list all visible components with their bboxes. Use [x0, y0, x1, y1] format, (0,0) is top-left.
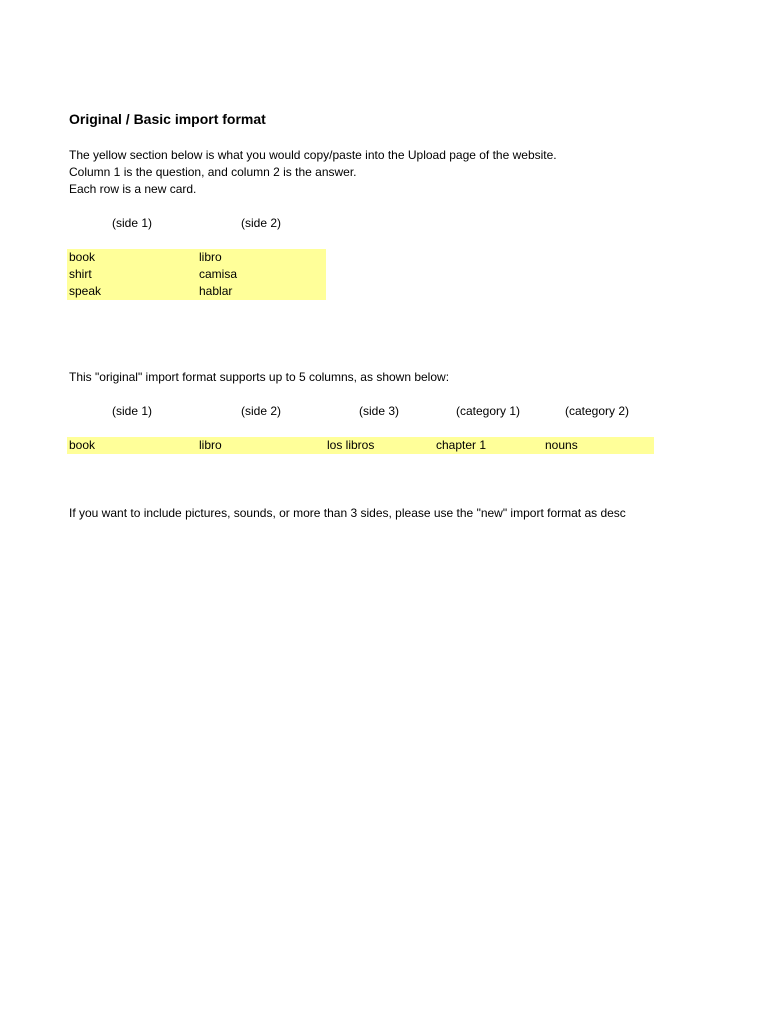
footer-text: If you want to include pictures, sounds, or more than 3 sides, please use the "new" import format as desc [69, 506, 626, 520]
table2-header-side2: (side 2) [241, 404, 282, 418]
page-title: Original / Basic import format [69, 111, 266, 127]
intro-line-1: The yellow section below is what you would copy/paste into the Upload page of the website. [69, 148, 557, 162]
table2-header-category1: (category 1) [456, 404, 521, 418]
table2-row-1-side3: los libros [327, 438, 375, 452]
table1-row-3-side1: speak [69, 284, 102, 298]
table1-row-2-side2: camisa [199, 267, 238, 281]
table1-row-1-side2: libro [199, 250, 222, 264]
table1-header-side1: (side 1) [112, 216, 153, 230]
table2-header-side3: (side 3) [359, 404, 400, 418]
table2-header-side1: (side 1) [112, 404, 153, 418]
section2-text: This "original" import format supports up to 5 columns, as shown below: [69, 370, 450, 384]
table2-row-1-category2: nouns [545, 438, 578, 452]
table1-row-3-side2: hablar [199, 284, 233, 298]
footer-text-container [69, 505, 654, 522]
table1-row-2-side1: shirt [69, 267, 92, 281]
table1-header-side2: (side 2) [241, 216, 282, 230]
table2-row-1-side1: book [69, 438, 96, 452]
intro-line-2: Column 1 is the question, and column 2 is the answer. [69, 165, 357, 179]
table1-highlight [67, 249, 326, 300]
table2-row-1-category1: chapter 1 [436, 438, 487, 452]
table2-header-category2: (category 2) [565, 404, 630, 418]
table1-row-1-side1: book [69, 250, 96, 264]
table2-row-1-side2: libro [199, 438, 222, 452]
intro-line-3: Each row is a new card. [69, 182, 197, 196]
